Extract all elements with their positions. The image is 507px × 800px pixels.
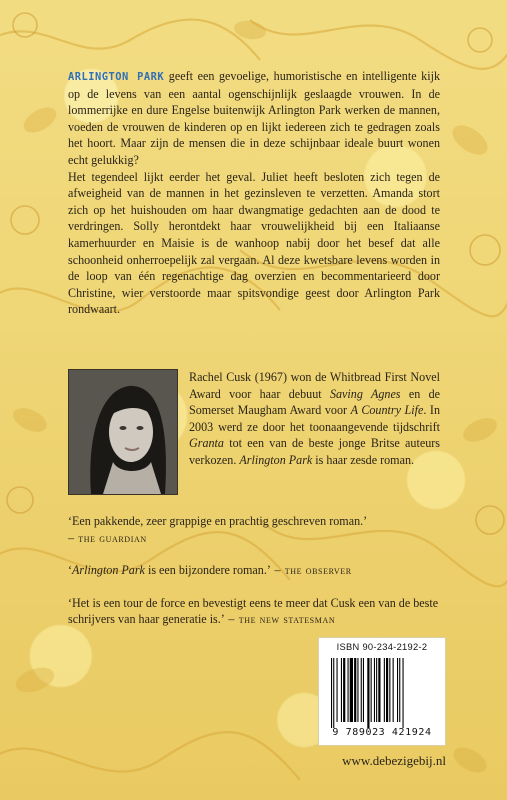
barcode-bar — [378, 658, 380, 722]
quote-new-statesman — [68, 595, 446, 628]
barcode-bar — [343, 658, 345, 722]
barcode-bar — [397, 658, 398, 722]
bio-book-title-3: Arlington Park — [239, 452, 313, 467]
bio-text-4: tot een van de beste jonge Britse auteurs verkozen. — [189, 436, 440, 467]
quote-observer: ‘Arlington Park is een bijzondere roman.’ – the observer — [68, 563, 352, 578]
author-bio — [189, 369, 440, 469]
barcode-bar — [374, 658, 375, 722]
barcode-bars — [329, 658, 437, 728]
barcode-bar — [386, 658, 388, 722]
press-quotes — [68, 513, 446, 644]
blurb-paragraph-2: Het tegendeel lijkt eerder het geval. Juliet heeft besloten zich tegen de afweigheid van de mannen in het gezinsleven te verzetten. Amanda stort zich op het huishouden om haar dwangmatige gedachten aan de dood te verdringen. Solly herontdekt haar vrouwelijkheid bij een Italiaanse kamerhuurder en Maisie is de wanhoop nabij door het besef dat alle schoonheid onherroepelijk zal vergaan. Al deze kwetsbare levens worden in de loop van één regenachtige dag overzien en becommentarieerd door Christine, wier verstoorde maar spitsvondige geest door Arlington Park rondwaart. — [68, 169, 440, 317]
author-photo — [68, 369, 178, 495]
ean-digits: 9 789023 421924 — [332, 727, 432, 738]
bio-magazine-title: Granta — [189, 436, 224, 451]
quote-source: – the guardian — [68, 530, 147, 545]
blurb-intro-text: geeft een gevoelige, humoristische en intelligente kijk op de levens van een aantal ogenschijnlijk geslaagde vrouwen. In de lommerrijke en dure Engelse buitenwijk Arlington Park werken de mannen, voeden de vrouwen de kinderen op en lijkt iedereen zich te gedragen zoals het hoort. Maar zijn de mensen die in deze schijnbaar ideale buurt wonen echt gelukkig? — [68, 69, 440, 167]
barcode-bar — [337, 658, 338, 722]
quote-book-title: Arlington Park — [72, 563, 145, 578]
title-stamp: ARLINGTON PARK — [68, 71, 165, 83]
barcode-bar — [367, 658, 369, 728]
quote-text: is een bijzondere roman.’ — [144, 563, 271, 578]
quote-text: ‘Een pakkende, zeer grappige en prachtig geschreven roman.’ — [68, 514, 368, 528]
quote-source: – the observer — [270, 563, 352, 578]
barcode-bar — [354, 658, 356, 722]
bio-text-2: en de Somerset Maugham Award voor — [189, 386, 440, 418]
barcode-bar — [363, 658, 364, 722]
barcode-bar — [350, 658, 353, 722]
barcode-bar — [399, 658, 400, 722]
blurb-text — [68, 68, 440, 318]
quote-text: ‘Het is een tour de force en bevestigt eens te meer dat Cusk een van de beste schrijvers van haar generatie is.’ — [68, 595, 439, 627]
barcode-bar — [376, 658, 377, 722]
quote-source: – the new statesman — [224, 612, 336, 627]
barcode-bar — [361, 658, 362, 722]
bio-text-3: . In 2003 werd ze door het toonaangevende tijdschrift — [189, 403, 441, 434]
bio-text-1: Rachel Cusk (1967) won de Whitbread First Novel Award voor haar debuut — [189, 370, 440, 401]
barcode-bar — [357, 658, 358, 722]
barcode-bar — [341, 658, 342, 722]
barcode-bar — [389, 658, 390, 722]
barcode-bar — [393, 658, 394, 722]
author-bio-text — [189, 369, 440, 469]
barcode-bar — [333, 658, 334, 728]
bio-book-title-2: A Country Life — [350, 403, 424, 418]
quote-guardian — [68, 513, 446, 546]
barcode-bar — [371, 658, 372, 722]
isbn-label: ISBN 90-234-2192-2 — [336, 642, 428, 652]
publisher-website[interactable]: www.debezigebij.nl — [342, 753, 446, 768]
barcode-bar — [384, 658, 385, 722]
bio-book-title-1: Saving Agnes — [329, 386, 401, 401]
barcode-bar — [403, 658, 404, 728]
barcode-bar — [331, 658, 332, 728]
blurb-paragraph-1 — [68, 68, 440, 169]
isbn-barcode — [318, 637, 446, 746]
bio-text-5: is haar zesde roman. — [312, 452, 415, 467]
barcode-bar — [348, 658, 349, 722]
